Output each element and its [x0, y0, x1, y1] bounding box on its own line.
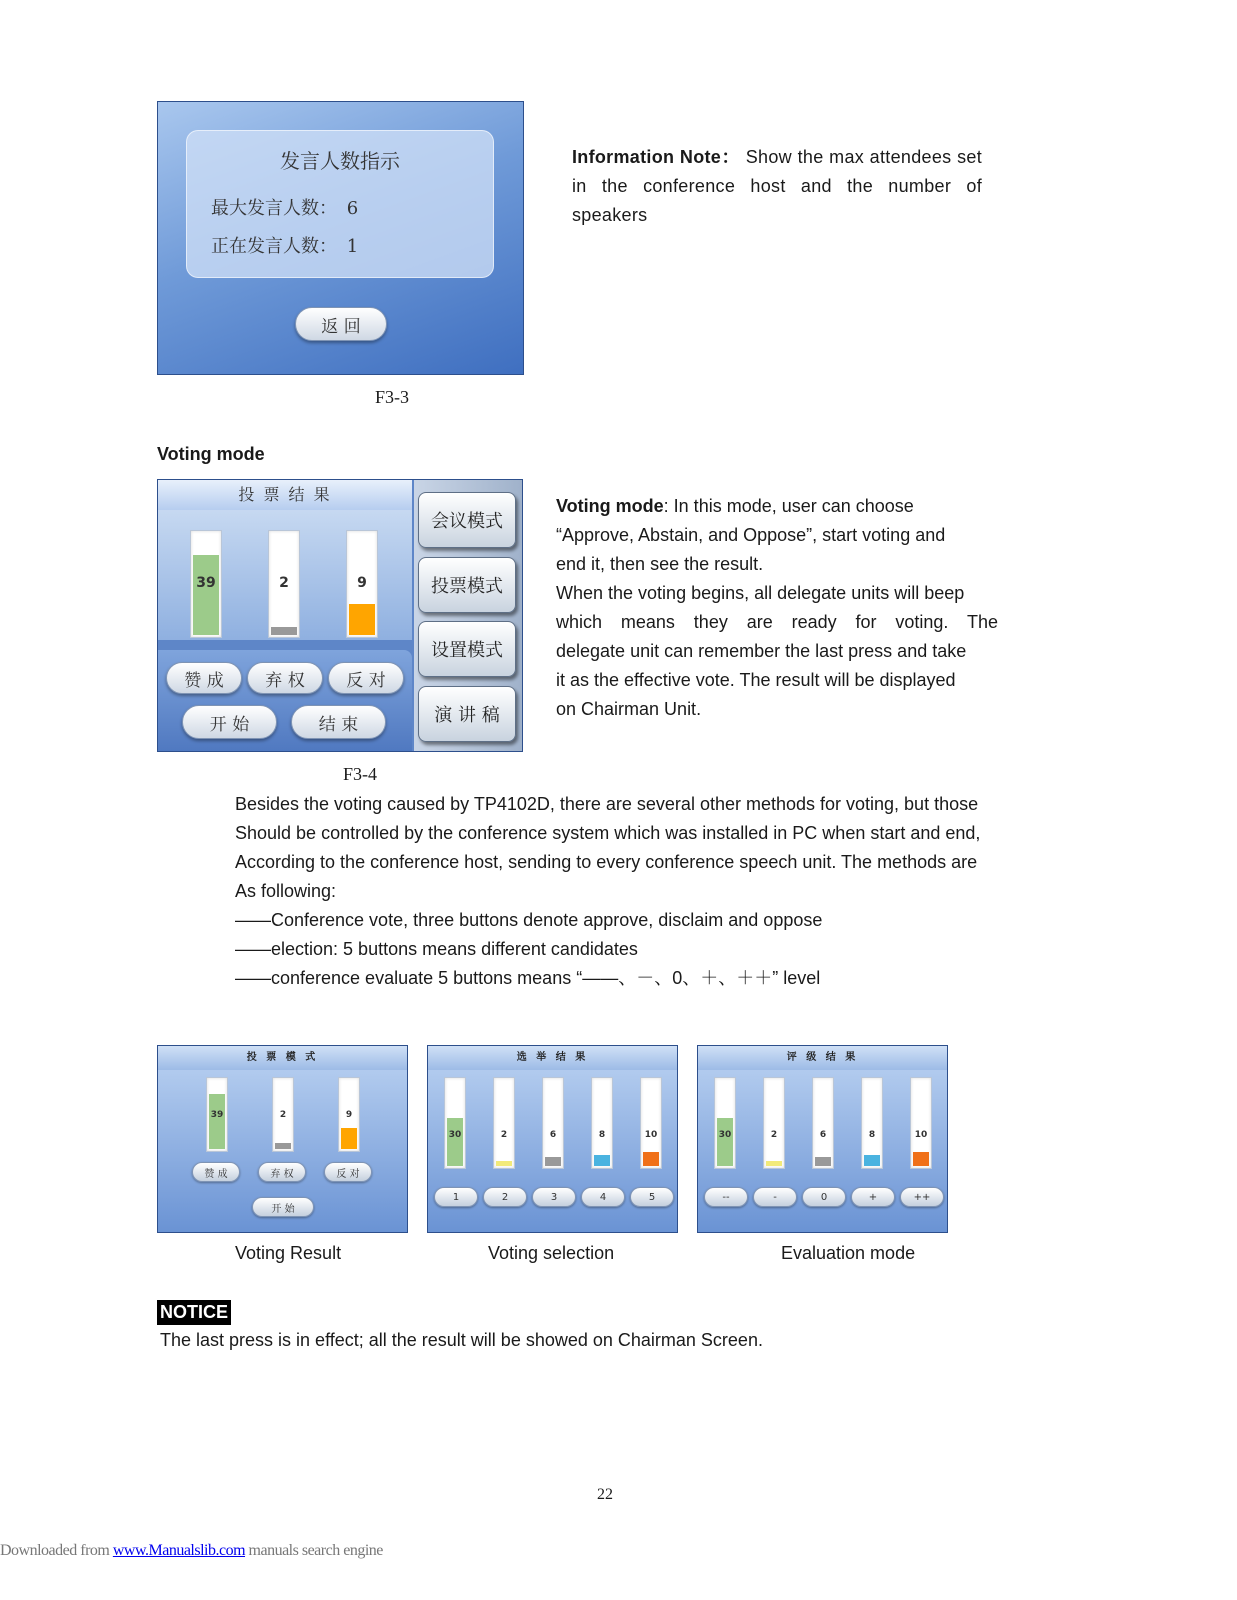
result-bar-value: 39 [210, 1110, 224, 1120]
voting-desc-line-8: on Chairman Unit. [556, 699, 702, 719]
result-bar-fill [864, 1155, 880, 1166]
option-button[interactable]: + [851, 1187, 895, 1207]
information-note [572, 143, 982, 230]
result-bar-value: 2 [770, 1130, 778, 1140]
caption-voting-selection: Voting selection [488, 1243, 615, 1263]
body-line: Should be controlled by the conference system which was installed in PC when start and end, [235, 823, 981, 843]
start-button[interactable]: 开 始 [182, 705, 277, 739]
option-button[interactable]: 2 [483, 1187, 527, 1207]
footer-prefix: Downloaded from [0, 1542, 113, 1559]
mode-sidebar [414, 480, 523, 752]
result-bar-value: 10 [914, 1130, 928, 1140]
body-line: ——Conference vote, three buttons denote approve, disclaim and oppose [235, 910, 823, 930]
evaluation-mode-screen-header: 评 级 结 果 [698, 1046, 947, 1070]
voting-result-header: 投 票 结 果 [158, 480, 412, 510]
result-bar-value: 2 [279, 1110, 287, 1120]
result-bar-value: 8 [598, 1130, 606, 1140]
result-bar-value: 6 [819, 1130, 827, 1140]
result-bar [542, 1077, 564, 1169]
current-speakers-row [211, 232, 358, 258]
voting-desc-line-7: it as the effective vote. The result will be displayed [556, 670, 956, 690]
option-button[interactable]: 4 [581, 1187, 625, 1207]
max-speakers-value: 6 [346, 198, 359, 219]
result-bar-fill [913, 1152, 929, 1166]
vote-bar-value: 39 [196, 575, 216, 591]
option-button[interactable]: 弃 权 [258, 1162, 306, 1182]
voting-result-panel [158, 480, 412, 640]
option-button[interactable]: 1 [434, 1187, 478, 1207]
option-button[interactable]: ++ [900, 1187, 944, 1207]
caption-evaluation-mode: Evaluation mode [781, 1243, 916, 1263]
voting-desc-line-1: Voting mode: In this mode, user can choose [556, 496, 914, 516]
footer-suffix: manuals search engine [245, 1542, 383, 1559]
result-bar-fill [341, 1128, 357, 1149]
voting-button-area [158, 650, 412, 752]
manualslib-link[interactable]: www.Manualslib.com [112, 1542, 246, 1559]
option-button[interactable]: -- [704, 1187, 748, 1207]
voting-selection-screen-header: 选 举 结 果 [428, 1046, 677, 1070]
vote-bar-value: 9 [357, 575, 367, 591]
result-bar [591, 1077, 613, 1169]
result-bar-fill [766, 1161, 782, 1166]
voting-desc-line-3: end it, then see the result. [556, 554, 764, 574]
option-button[interactable]: 0 [802, 1187, 846, 1207]
information-note-heading: Information Note： [572, 147, 741, 167]
result-bar-value: 6 [549, 1130, 557, 1140]
current-speakers-value: 1 [346, 236, 359, 257]
page-number: 22 [597, 1486, 613, 1503]
result-bar [861, 1077, 883, 1169]
result-bar-fill [815, 1157, 831, 1166]
start-button[interactable]: 开 始 [252, 1197, 314, 1217]
option-button[interactable]: 3 [532, 1187, 576, 1207]
result-bar [910, 1077, 932, 1169]
body-line: Besides the voting caused by TP4102D, there are several other methods for voting, but those [235, 794, 979, 814]
result-bar-fill [496, 1161, 512, 1166]
vote-bar [268, 530, 300, 638]
speaker-info-title: 发言人数指示 [280, 149, 400, 173]
result-bar-fill [717, 1118, 733, 1166]
speaker-info-screen [157, 101, 524, 375]
body-line: ——election: 5 buttons means different candidates [235, 939, 638, 959]
information-note-text: Show the max attendees set in the conference host and the number of speakers [572, 147, 982, 225]
result-bar-fill [594, 1155, 610, 1166]
end-button[interactable]: 结 束 [291, 705, 386, 739]
voting-desc-line-6: delegate unit can remember the last press and take [556, 641, 967, 661]
speaker-info-panel [186, 130, 494, 278]
result-bar-value: 30 [448, 1130, 462, 1140]
voting-screen [157, 479, 523, 752]
voting-methods-paragraph [235, 790, 1065, 993]
voting-result-screen-header: 投 票 模 式 [158, 1046, 407, 1070]
result-bar-fill [643, 1152, 659, 1166]
result-bar-fill [275, 1143, 291, 1149]
evaluation-mode-screen [697, 1045, 948, 1233]
download-footer [0, 1542, 383, 1560]
result-bar-value: 9 [345, 1110, 353, 1120]
speech-draft-button[interactable]: 演 讲 稿 [418, 686, 516, 742]
option-button[interactable]: 反 对 [324, 1162, 372, 1182]
voting-desc-line-5: which means they are ready for voting. The [556, 612, 998, 632]
vote-bar-value: 2 [279, 575, 289, 591]
result-bar [338, 1077, 360, 1152]
result-bar [493, 1077, 515, 1169]
figure-caption-f3-3: F3-3 [375, 387, 410, 407]
body-line: ——conference evaluate 5 buttons means “——、－、0、＋、＋＋” level [235, 968, 821, 988]
result-bar [206, 1077, 228, 1152]
approve-button[interactable]: 赞 成 [166, 662, 242, 694]
back-button[interactable]: 返 回 [295, 307, 387, 341]
result-bar [812, 1077, 834, 1169]
body-line: According to the conference host, sending to every conference speech unit. The methods are [235, 852, 978, 872]
result-bar-fill [209, 1094, 225, 1149]
vote-bar [190, 530, 222, 638]
result-bar-value: 30 [718, 1130, 732, 1140]
max-speakers-label: 最大发言人数： [211, 198, 337, 219]
option-button[interactable]: 5 [630, 1187, 674, 1207]
voting-selection-screen [427, 1045, 678, 1233]
result-bar [640, 1077, 662, 1169]
oppose-button[interactable]: 反 对 [328, 662, 404, 694]
figure-caption-f3-4: F3-4 [343, 764, 378, 784]
result-bar-value: 10 [644, 1130, 658, 1140]
notice-text: The last press is in effect; all the result will be showed on Chairman Screen. [160, 1330, 763, 1350]
result-bar [272, 1077, 294, 1152]
notice-badge: NOTICE [157, 1300, 231, 1325]
result-bar-value: 2 [500, 1130, 508, 1140]
caption-voting-result: Voting Result [235, 1243, 342, 1263]
result-bar-value: 8 [868, 1130, 876, 1140]
abstain-button[interactable]: 弃 权 [247, 662, 323, 694]
result-bar-fill [545, 1157, 561, 1166]
vote-bar-fill [193, 555, 219, 635]
voting-description [556, 492, 998, 724]
voting-result-screen [157, 1045, 408, 1233]
vote-bar [346, 530, 378, 638]
voting-desc-line-2: “Approve, Abstain, and Oppose”, start voting and [556, 525, 946, 545]
body-line: As following: [235, 881, 337, 901]
result-bar [714, 1077, 736, 1169]
vote-bar-fill [271, 627, 297, 635]
voting-desc-heading: Voting mode [556, 496, 664, 516]
meeting-mode-button[interactable]: 会议模式 [418, 492, 516, 548]
result-bar [763, 1077, 785, 1169]
voting-mode-button[interactable]: 投票模式 [418, 557, 516, 613]
settings-mode-button[interactable]: 设置模式 [418, 621, 516, 677]
voting-desc-line-4: When the voting begins, all delegate units will beep [556, 583, 965, 603]
vote-bar-fill [349, 604, 375, 635]
current-speakers-label: 正在发言人数： [211, 236, 337, 257]
result-bar [444, 1077, 466, 1169]
max-speakers-row [211, 194, 358, 220]
section-title: Voting mode [157, 444, 265, 464]
option-button[interactable]: 赞 成 [192, 1162, 240, 1182]
result-bar-fill [447, 1118, 463, 1166]
option-button[interactable]: - [753, 1187, 797, 1207]
